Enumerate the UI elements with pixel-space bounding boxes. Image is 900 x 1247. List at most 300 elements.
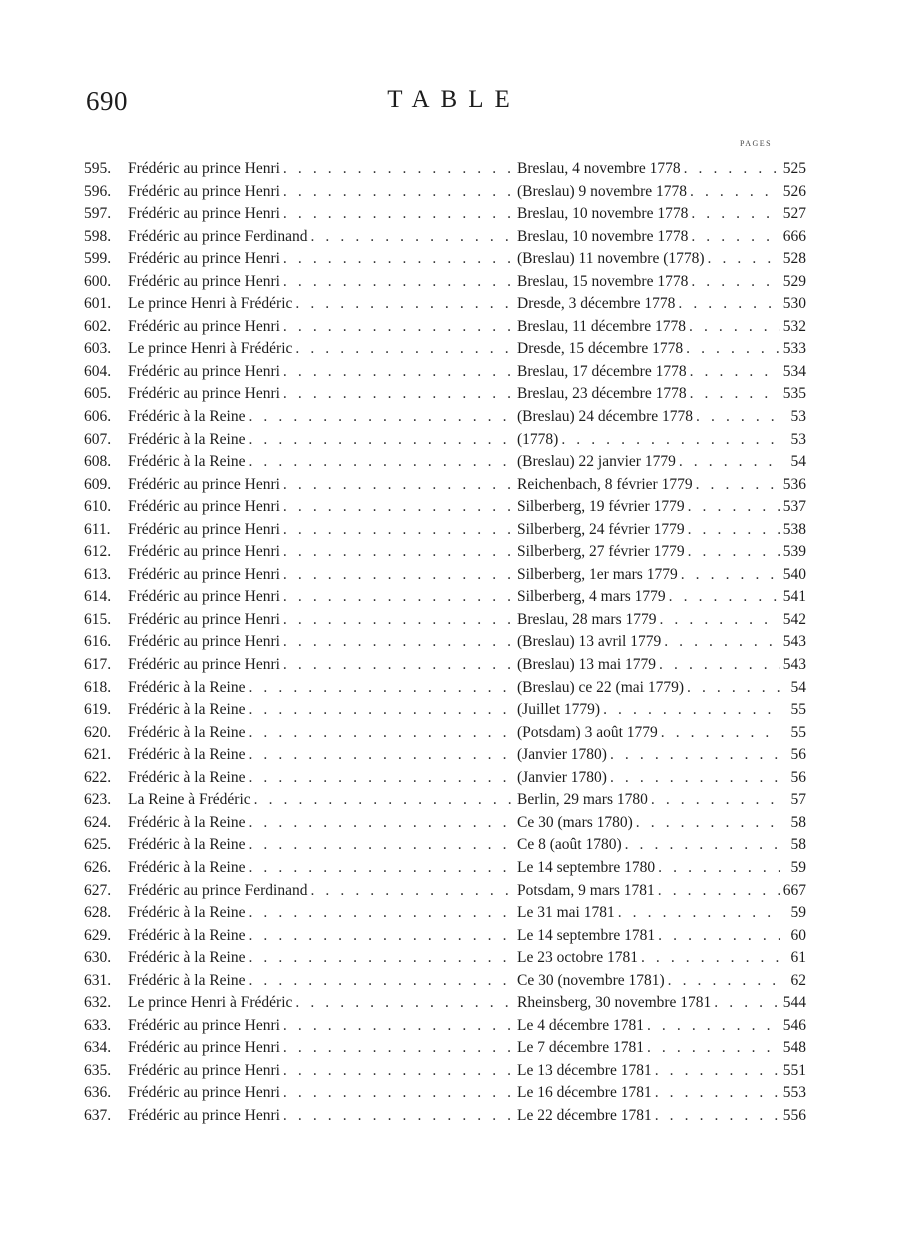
dot-leader [245,972,517,990]
entry-place-date: Le 22 décembre 1781 [517,1106,652,1124]
entry-number: 636. [84,1084,112,1102]
entry-place-date: (Breslau) ce 22 (mai 1779) [517,678,684,696]
dot-leader [705,250,780,268]
dot-leader [245,746,517,764]
entry-page: 542 [782,610,806,628]
entry-page: 535 [782,385,806,403]
pages-column-header: PAGES [740,139,773,148]
entry-title: Le prince Henri à Frédéric [128,295,293,313]
entry-number: 614. [84,588,112,606]
entry-title: Frédéric à la Reine [128,453,246,471]
toc-entry [84,1062,806,1085]
dot-leader [648,791,780,809]
dot-leader [245,904,517,922]
entry-place-date: Breslau, 17 décembre 1778 [517,362,687,380]
dot-leader [280,566,517,584]
dot-leader [245,453,517,471]
toc-entry [84,1039,806,1062]
entry-page: 62 [790,971,806,989]
entry-page: 55 [790,701,806,719]
entry-number: 597. [84,205,112,223]
entry-title: Frédéric à la Reine [128,926,246,944]
entry-page: 541 [782,588,806,606]
dot-leader [652,1107,780,1125]
table-of-contents [84,160,806,1130]
dot-leader [280,385,517,403]
dot-leader [666,588,780,606]
entry-number: 637. [84,1106,112,1124]
dot-leader [607,769,780,787]
entry-place-date: Breslau, 4 novembre 1778 [517,160,681,177]
entry-place-date: (Breslau) 11 novembre (1778) [517,250,705,268]
entry-page: 536 [782,475,806,493]
entry-page: 529 [782,272,806,290]
entry-title: Frédéric au prince Henri [128,250,280,268]
dot-leader [681,160,780,178]
entry-title: Frédéric au prince Henri [128,656,280,674]
entry-page: 58 [790,836,806,854]
toc-entry [84,318,806,341]
entry-number: 623. [84,791,112,809]
entry-title: Frédéric au prince Henri [128,475,280,493]
dot-leader [656,656,780,674]
toc-entry [84,295,806,318]
entry-place-date: Ce 30 (novembre 1781) [517,971,665,989]
entry-title: Frédéric à la Reine [128,858,246,876]
entry-page: 528 [782,250,806,268]
dot-leader [655,927,780,945]
dot-leader [644,1017,780,1035]
dot-leader [687,183,780,201]
toc-entry [84,566,806,589]
dot-leader [607,746,780,764]
dot-leader [693,476,780,494]
entry-place-date: Le 14 septembre 1780 [517,858,656,876]
dot-leader [661,633,780,651]
dot-leader [280,521,517,539]
entry-page: 57 [790,791,806,809]
entry-title: Frédéric à la Reine [128,949,246,967]
dot-leader [280,1084,517,1102]
entry-title: Frédéric à la Reine [128,723,246,741]
entry-number: 617. [84,656,112,674]
dot-leader [684,679,780,697]
dot-leader [280,633,517,651]
dot-leader [658,724,780,742]
toc-entry [84,453,806,476]
entry-place-date: Breslau, 10 novembre 1778 [517,205,689,223]
entry-place-date: Le 23 octobre 1781 [517,949,638,967]
entry-page: 548 [782,1039,806,1057]
entry-number: 620. [84,723,112,741]
toc-entry [84,431,806,454]
toc-entry [84,724,806,747]
dot-leader [245,769,517,787]
dot-leader [251,791,517,809]
entry-place-date: Dresde, 3 décembre 1778 [517,295,676,313]
dot-leader [615,904,780,922]
entry-number: 615. [84,610,112,628]
dot-leader [683,340,780,358]
entry-number: 613. [84,565,112,583]
entry-place-date: (Breslau) 9 novembre 1778 [517,182,688,200]
entry-place-date: Breslau, 23 décembre 1778 [517,385,687,403]
entry-title: Frédéric à la Reine [128,971,246,989]
dot-leader [638,949,780,967]
entry-number: 618. [84,678,112,696]
dot-leader [665,972,780,990]
dot-leader [676,453,780,471]
toc-entry [84,746,806,769]
dot-leader [685,521,780,539]
dot-leader [280,183,517,201]
entry-place-date: Dresde, 15 décembre 1778 [517,340,684,358]
toc-entry [84,701,806,724]
entry-title: Frédéric au prince Henri [128,498,280,516]
entry-place-date: Ce 30 (mars 1780) [517,813,633,831]
entry-place-date: Rheinsberg, 30 novembre 1781 [517,994,712,1012]
toc-entry [84,633,806,656]
dot-leader [655,882,780,900]
toc-entry [84,363,806,386]
dot-leader [245,724,517,742]
entry-number: 619. [84,701,112,719]
entry-page: 54 [790,453,806,471]
dot-leader [245,408,517,426]
dot-leader [600,701,780,719]
dot-leader [656,611,780,629]
entry-number: 599. [84,250,112,268]
dot-leader [711,994,780,1012]
entry-number: 621. [84,746,112,764]
entry-page: 525 [782,160,806,177]
entry-page: 551 [782,1061,806,1079]
entry-place-date: (Breslau) 13 avril 1779 [517,633,662,651]
dot-leader [245,431,517,449]
toc-entry [84,521,806,544]
entry-place-date: Breslau, 11 décembre 1778 [517,317,687,335]
dot-leader [688,228,780,246]
entry-number: 628. [84,904,112,922]
entry-title: Frédéric à la Reine [128,836,246,854]
entry-place-date: Silberberg, 27 février 1779 [517,543,685,561]
dot-leader [685,543,780,561]
entry-page: 55 [790,723,806,741]
dot-leader [655,859,780,877]
dot-leader [280,498,517,516]
toc-entry [84,1107,806,1130]
dot-leader [280,1107,517,1125]
entry-title: Frédéric au prince Henri [128,272,280,290]
dot-leader [280,363,517,381]
entry-title: Frédéric à la Reine [128,408,246,426]
entry-title: Frédéric à la Reine [128,813,246,831]
dot-leader [280,318,517,336]
entry-page: 530 [782,295,806,313]
dot-leader [280,543,517,561]
entry-number: 634. [84,1039,112,1057]
dot-leader [280,205,517,223]
entry-number: 629. [84,926,112,944]
toc-entry [84,836,806,859]
dot-leader [280,611,517,629]
entry-number: 632. [84,994,112,1012]
entry-title: Frédéric à la Reine [128,430,246,448]
entry-place-date: Le 7 décembre 1781 [517,1039,644,1057]
entry-title: Frédéric au prince Henri [128,1106,280,1124]
entry-page: 540 [782,565,806,583]
entry-number: 631. [84,971,112,989]
toc-entry [84,250,806,273]
toc-entry [84,340,806,363]
toc-entry [84,814,806,837]
dot-leader [652,1062,780,1080]
entry-title: Frédéric au prince Ferdinand [128,227,308,245]
dot-leader [280,1039,517,1057]
entry-place-date: Le 14 septembre 1781 [517,926,656,944]
dot-leader [245,679,517,697]
dot-leader [280,588,517,606]
entry-number: 596. [84,182,112,200]
entry-page: 60 [790,926,806,944]
entry-number: 603. [84,340,112,358]
entry-title: Frédéric au prince Henri [128,1084,280,1102]
entry-page: 56 [790,746,806,764]
entry-page: 61 [790,949,806,967]
entry-place-date: Silberberg, 4 mars 1779 [517,588,666,606]
toc-entry [84,160,806,183]
dot-leader [633,814,780,832]
dot-leader [280,250,517,268]
entry-place-date: Le 4 décembre 1781 [517,1016,644,1034]
entry-title: Frédéric au prince Henri [128,1061,280,1079]
dot-leader [652,1084,780,1102]
toc-entry [84,611,806,634]
dot-leader [686,318,780,336]
entry-title: Frédéric au prince Henri [128,520,280,538]
toc-entry [84,1084,806,1107]
entry-page: 58 [790,813,806,831]
toc-entry [84,205,806,228]
entry-title: Frédéric au prince Henri [128,543,280,561]
toc-entry [84,679,806,702]
entry-title: Frédéric au prince Henri [128,1016,280,1034]
entry-page: 544 [782,994,806,1012]
dot-leader [245,927,517,945]
entry-number: 600. [84,272,112,290]
dot-leader [245,859,517,877]
entry-place-date: Breslau, 15 novembre 1778 [517,272,689,290]
toc-entry [84,543,806,566]
entry-title: Frédéric au prince Henri [128,385,280,403]
entry-page: 527 [782,205,806,223]
entry-title: Frédéric au prince Henri [128,1039,280,1057]
entry-page: 543 [782,656,806,674]
dot-leader [622,836,780,854]
entry-number: 612. [84,543,112,561]
entry-page: 534 [782,362,806,380]
entry-title: Frédéric au prince Ferdinand [128,881,308,899]
dot-leader [675,295,780,313]
entry-number: 616. [84,633,112,651]
entry-title: Frédéric à la Reine [128,701,246,719]
entry-title: Frédéric au prince Henri [128,317,280,335]
dot-leader [688,205,780,223]
entry-number: 630. [84,949,112,967]
toc-entry [84,273,806,296]
entry-page: 532 [782,317,806,335]
entry-title: Frédéric à la Reine [128,768,246,786]
dot-leader [280,476,517,494]
dot-leader [307,882,517,900]
entry-number: 622. [84,768,112,786]
dot-leader [687,385,780,403]
entry-page: 556 [782,1106,806,1124]
dot-leader [245,701,517,719]
entry-place-date: Silberberg, 19 février 1779 [517,498,685,516]
entry-page: 59 [790,904,806,922]
entry-page: 53 [790,430,806,448]
entry-place-date: Le 16 décembre 1781 [517,1084,652,1102]
toc-entry [84,588,806,611]
entry-title: Frédéric au prince Henri [128,610,280,628]
entry-number: 604. [84,362,112,380]
entry-place-date: Reichenbach, 8 février 1779 [517,475,693,493]
entry-title: Frédéric à la Reine [128,904,246,922]
entry-title: La Reine à Frédéric [128,791,251,809]
dot-leader [245,949,517,967]
entry-page: 533 [782,340,806,358]
entry-place-date: (Potsdam) 3 août 1779 [517,723,658,741]
dot-leader [280,656,517,674]
entry-number: 598. [84,227,112,245]
entry-place-date: Silberberg, 24 février 1779 [517,520,685,538]
entry-page: 543 [782,633,806,651]
dot-leader [280,160,517,178]
entry-place-date: (Janvier 1780) [517,768,607,786]
entry-page: 56 [790,768,806,786]
entry-page: 54 [790,678,806,696]
entry-place-date: Berlin, 29 mars 1780 [517,791,648,809]
dot-leader [307,228,517,246]
toc-entry [84,791,806,814]
entry-number: 609. [84,475,112,493]
entry-number: 633. [84,1016,112,1034]
entry-place-date: Le 13 décembre 1781 [517,1061,652,1079]
entry-page: 553 [782,1084,806,1102]
dot-leader [280,1062,517,1080]
toc-entry [84,408,806,431]
dot-leader [280,1017,517,1035]
entry-place-date: (Janvier 1780) [517,746,607,764]
entry-title: Frédéric au prince Henri [128,633,280,651]
entry-number: 635. [84,1061,112,1079]
entry-number: 602. [84,317,112,335]
entry-page: 667 [782,881,806,899]
entry-place-date: Ce 8 (août 1780) [517,836,622,854]
page-title: TABLE [387,86,521,113]
entry-number: 601. [84,295,112,313]
toc-entry [84,994,806,1017]
toc-entry [84,656,806,679]
toc-entry [84,972,806,995]
entry-page: 526 [782,182,806,200]
toc-entry [84,882,806,905]
dot-leader [292,994,517,1012]
entry-number: 610. [84,498,112,516]
entry-place-date: (Breslau) 13 mai 1779 [517,656,657,674]
dot-leader [245,836,517,854]
toc-entry [84,476,806,499]
entry-title: Frédéric au prince Henri [128,182,280,200]
dot-leader [292,295,517,313]
entry-title: Frédéric au prince Henri [128,160,280,177]
dot-leader [280,273,517,291]
entry-title: Le prince Henri à Frédéric [128,994,293,1012]
toc-entry [84,949,806,972]
entry-place-date: Le 31 mai 1781 [517,904,615,922]
entry-place-date: (Breslau) 24 décembre 1778 [517,408,694,426]
entry-place-date: Breslau, 10 novembre 1778 [517,227,689,245]
entry-place-date: (1778) [517,430,559,448]
entry-number: 595. [84,160,112,177]
entry-page: 538 [782,520,806,538]
entry-number: 608. [84,453,112,471]
entry-place-date: Potsdam, 9 mars 1781 [517,881,655,899]
entry-page: 539 [782,543,806,561]
toc-entry [84,498,806,521]
dot-leader [693,408,780,426]
entry-number: 627. [84,881,112,899]
entry-place-date: Breslau, 28 mars 1779 [517,610,657,628]
entry-page: 546 [782,1016,806,1034]
entry-place-date: Silberberg, 1er mars 1779 [517,565,678,583]
dot-leader [687,363,780,381]
entry-number: 607. [84,430,112,448]
entry-number: 606. [84,408,112,426]
toc-entry [84,183,806,206]
dot-leader [245,814,517,832]
entry-page: 666 [782,227,806,245]
entry-title: Frédéric à la Reine [128,746,246,764]
entry-number: 611. [84,520,111,538]
dot-leader [644,1039,780,1057]
dot-leader [688,273,780,291]
dot-leader [292,340,517,358]
entry-number: 624. [84,813,112,831]
entry-title: Le prince Henri à Frédéric [128,340,293,358]
entry-title: Frédéric au prince Henri [128,205,280,223]
entry-number: 625. [84,836,112,854]
toc-entry [84,927,806,950]
entry-place-date: (Juillet 1779) [517,701,601,719]
entry-title: Frédéric au prince Henri [128,588,280,606]
toc-entry [84,769,806,792]
dot-leader [678,566,780,584]
dot-leader [685,498,780,516]
entry-title: Frédéric à la Reine [128,678,246,696]
entry-place-date: (Breslau) 22 janvier 1779 [517,453,676,471]
entry-title: Frédéric au prince Henri [128,565,280,583]
toc-entry [84,904,806,927]
toc-entry [84,1017,806,1040]
page-number: 690 [86,86,128,116]
toc-entry [84,859,806,882]
entry-number: 605. [84,385,112,403]
toc-entry [84,385,806,408]
entry-title: Frédéric au prince Henri [128,362,280,380]
dot-leader [558,431,780,449]
